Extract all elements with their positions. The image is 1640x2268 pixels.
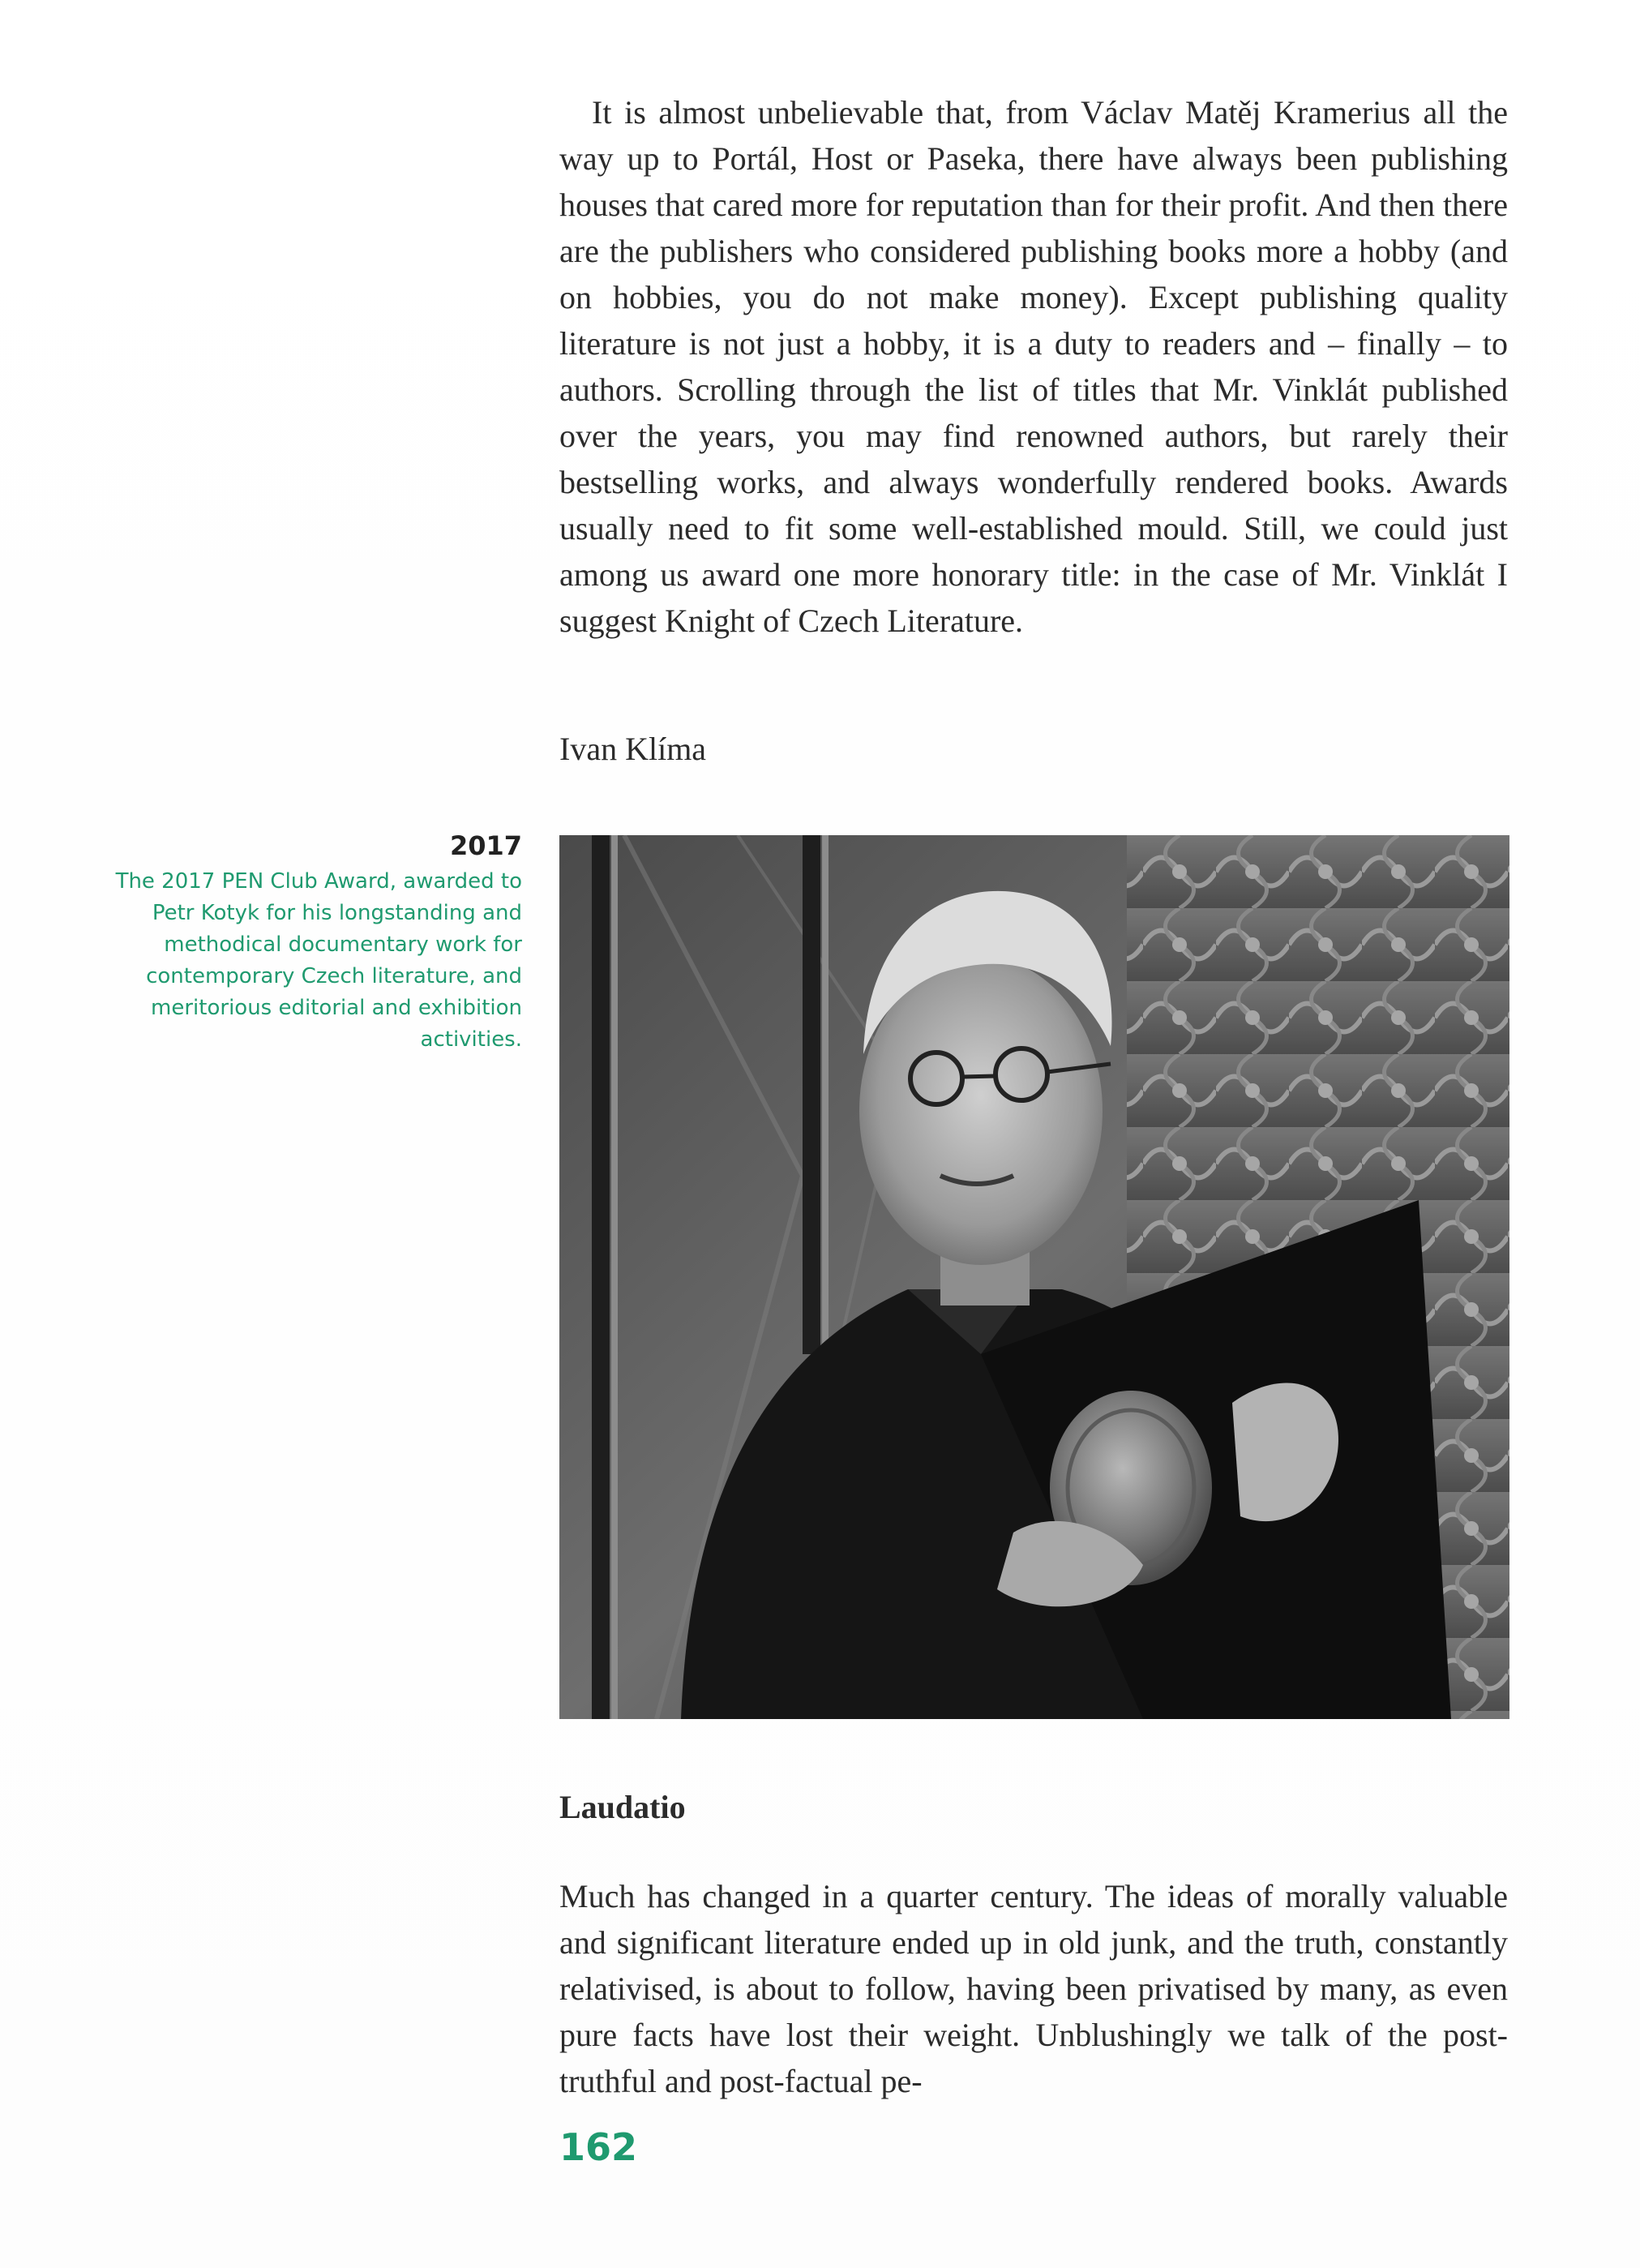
laudatio-paragraph: Much has changed in a quarter century. The ideas of morally valuable and significant literature ended up in old junk, and the truth, constantly relativised, is about to follow, having been privatised by many, as even pure facts have lost their weight. Unblushingly we talk of the post-truthful and post-factual pe- xyxy=(559,1878,1508,2099)
intro-paragraph: It is almost unbelievable that, from Václav Matěj Kramerius all the way up to Portál, Host or Paseka, there have always been publishing houses that cared more for reputation than for their profit. And then there are the publishers who considered publishing books more a hobby (and on hobbies, you do not make money). Except publishing quality literature is not just a hobby, it is a duty to readers and – finally – to authors. Scrolling through the list of titles that Mr. Vinklát published over the years, you may find renowned authors, but rarely their bestselling works, and always wonderfully rendered books. Awards usually need to fit some well-established mould. Still, we could just among us award one more honorary title: in the case of Mr. Vinklát I suggest Knight of Czech Literature. xyxy=(559,94,1508,639)
award-caption: The 2017 PEN Club Award, awarded to Petr Kotyk for his longstanding and methodical documentary work for contemporary Czech literature, and meritorious editorial and exhibition activities. xyxy=(115,869,522,1052)
page-number: 162 xyxy=(559,2125,638,2169)
photo-illustration xyxy=(559,835,1509,1719)
award-year: 2017 xyxy=(449,830,522,861)
section-heading: Laudatio xyxy=(559,1789,686,1825)
award-photo xyxy=(559,835,1509,1719)
award-sidebar xyxy=(68,829,522,1056)
quote-author: Ivan Klíma xyxy=(559,731,707,767)
